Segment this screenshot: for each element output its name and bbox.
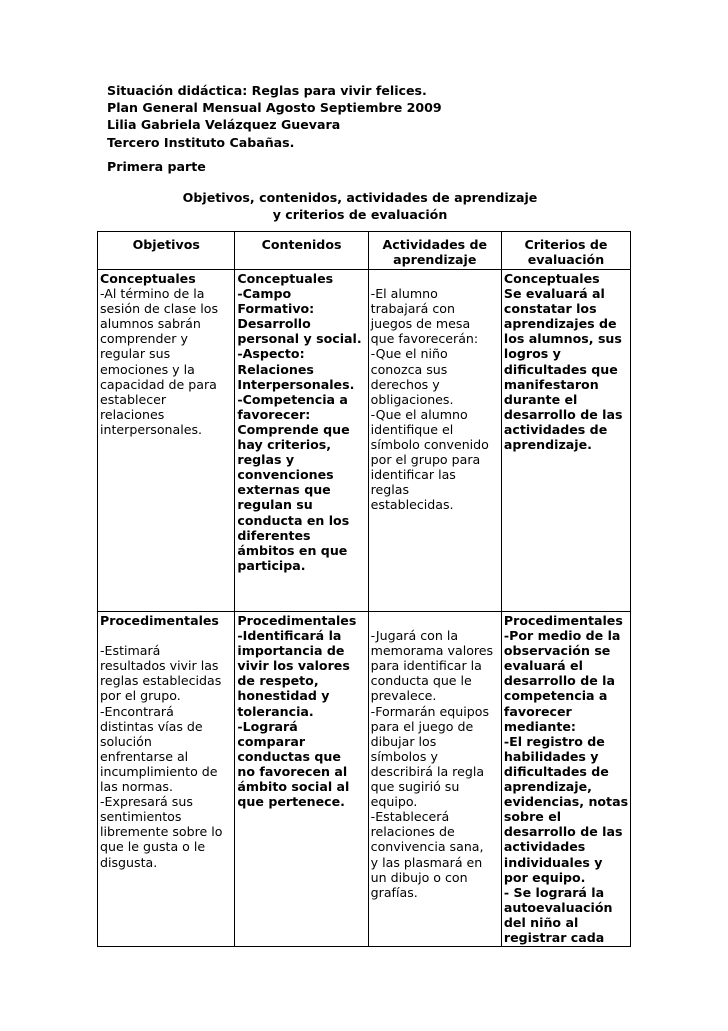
cell-line: conozca sus xyxy=(370,361,448,377)
cell-line: ámbito social al xyxy=(237,779,350,795)
cell-line: - Se logrará la xyxy=(503,884,605,900)
cell-line: juegos de mesa xyxy=(370,316,471,332)
cell-line: de respeto, xyxy=(237,673,319,689)
cell-line: disgusta. xyxy=(100,854,158,870)
cell-line: reglas y xyxy=(237,452,295,468)
cell-line: mediante: xyxy=(503,718,576,734)
cell-line: Relaciones xyxy=(237,361,314,377)
cell-line: -Al término de la xyxy=(100,286,205,302)
teacher-name: Lilia Gabriela Velázquez Guevara xyxy=(107,117,341,133)
cell-criterios xyxy=(501,612,630,947)
cell-line: identificar las xyxy=(370,467,456,483)
cell-line: evaluará el xyxy=(503,658,583,674)
cell-line: símbolo convenido xyxy=(370,437,489,453)
table-subtitle xyxy=(160,189,560,223)
cell-line: actividades xyxy=(503,839,586,855)
cell-line: sobre el xyxy=(503,809,562,825)
cell-heading: Procedimentales xyxy=(237,613,357,628)
cell-line: hay criterios, xyxy=(237,437,332,453)
cell-line: Se evaluará al xyxy=(503,286,605,302)
column-header-actividades: Actividades de aprendizaje xyxy=(368,232,501,270)
cell-line: constatar los xyxy=(503,301,597,317)
cell-line: incumplimiento de xyxy=(100,763,218,779)
cell-line: que sugirió su xyxy=(370,779,460,795)
cell-line: actividades de xyxy=(503,421,608,437)
cell-line: solución xyxy=(100,733,152,749)
cell-line: manifestaron xyxy=(503,376,599,392)
cell-line: personal y social. xyxy=(237,331,362,347)
cell-line: regular sus xyxy=(100,346,171,362)
cell-line: obligaciones. xyxy=(370,391,454,407)
cell-line: observación se xyxy=(503,643,611,659)
subtitle-line-1: Objetivos, contenidos, actividades de aprendizaje xyxy=(182,190,538,205)
cell-contenidos xyxy=(235,270,368,612)
cell-line: por equipo. xyxy=(503,869,586,885)
cell-line: reglas establecidas xyxy=(100,673,222,689)
cell-line: que favorecerán: xyxy=(370,331,479,347)
cell-line: -El alumno xyxy=(370,286,438,302)
cell-line: establecer xyxy=(100,391,167,407)
cell-line: conductas que xyxy=(237,748,341,764)
cell-line: convenciones xyxy=(237,467,334,483)
cell-line: competencia a xyxy=(503,688,608,704)
cell-line: Formativo: xyxy=(237,301,315,317)
cell-line: convivencia sana, xyxy=(370,839,484,855)
cell-line: aprendizaje. xyxy=(503,437,592,453)
cell-line: emociones y la xyxy=(100,361,195,377)
cell-heading: Conceptuales xyxy=(237,271,334,286)
cell-criterios xyxy=(501,270,630,612)
cell-line: y las plasmará en xyxy=(370,854,483,870)
subtitle-line-2: y criterios de evaluación xyxy=(272,207,448,222)
cell-line: individuales y xyxy=(503,854,603,870)
cell-line: libremente sobre lo xyxy=(100,824,223,840)
cell-line: regulan su xyxy=(237,497,313,513)
cell-line: capacidad de para xyxy=(100,376,217,392)
cell-line: comprender y xyxy=(100,331,188,347)
cell-line: un dibujo o con xyxy=(370,869,468,885)
cell-line: dificultades que xyxy=(503,361,618,377)
cell-line: relaciones de xyxy=(370,824,455,840)
cell-line: no favorecen al xyxy=(237,763,348,779)
institute-line: Tercero Instituto Cabañas. xyxy=(107,134,295,150)
table-header-row xyxy=(98,232,631,270)
cell-line: conducta que le xyxy=(370,673,472,689)
cell-line: describirá la regla xyxy=(370,763,485,779)
cell-line: por el grupo. xyxy=(100,688,181,704)
cell-objetivos xyxy=(98,612,235,947)
cell-line: memorama valores xyxy=(370,643,494,659)
cell-line: Interpersonales. xyxy=(237,376,355,392)
cell-line: del niño al xyxy=(503,914,579,930)
cell-line: dificultades de xyxy=(503,763,609,779)
cell-line: las normas. xyxy=(100,779,173,795)
cell-line: -Campo xyxy=(237,286,292,302)
plan-line: Plan General Mensual Agosto Septiembre 2009 xyxy=(107,100,442,116)
cell-line: honestidad y xyxy=(237,688,330,704)
cell-line: externas que xyxy=(237,482,331,498)
cell-line: comparar xyxy=(237,733,306,749)
cell-line: participa. xyxy=(237,557,306,573)
cell-actividades xyxy=(368,270,501,612)
cell-line: durante el xyxy=(503,391,578,407)
cell-line: identifique el xyxy=(370,421,454,437)
cell-line: reglas xyxy=(370,482,410,498)
table-row xyxy=(98,612,631,947)
column-header-criterios: Criterios de evaluación xyxy=(501,232,630,270)
planning-table xyxy=(97,231,631,947)
column-header-objetivos: Objetivos xyxy=(98,232,235,270)
cell-spacer xyxy=(371,271,499,286)
part-heading: Primera parte xyxy=(107,159,206,174)
cell-line: Comprende que xyxy=(237,421,350,437)
cell-line: -Estimará xyxy=(100,643,161,659)
cell-line: para el juego de xyxy=(370,718,474,734)
cell-line: -Establecerá xyxy=(370,809,450,825)
table-row xyxy=(98,270,631,612)
cell-line: prevalece. xyxy=(370,688,437,704)
cell-line: ámbitos en que xyxy=(237,542,348,558)
cell-line: -Logrará xyxy=(237,718,298,734)
cell-line: -Que el niño xyxy=(370,346,448,362)
cell-line: Desarrollo xyxy=(237,316,311,332)
cell-line: alumnos sabrán xyxy=(100,316,201,332)
cell-line: registrar cada xyxy=(503,929,605,945)
cell-line: desarrollo de las xyxy=(503,824,623,840)
cell-line: favorecer: xyxy=(237,406,311,422)
cell-line: diferentes xyxy=(237,527,311,543)
column-header-contenidos: Contenidos xyxy=(235,232,368,270)
cell-line: vivir los valores xyxy=(237,658,350,674)
cell-line: logros y xyxy=(503,346,561,362)
cell-line: aprendizajes de xyxy=(503,316,617,332)
cell-spacer xyxy=(371,613,499,628)
cell-line: sentimientos xyxy=(100,809,182,825)
cell-line: autoevaluación xyxy=(503,899,613,915)
cell-line: aprendizaje, xyxy=(503,779,592,795)
cell-line: que le gusta o le xyxy=(100,839,206,855)
cell-actividades xyxy=(368,612,501,947)
cell-line: por el grupo para xyxy=(370,452,481,468)
cell-contenidos xyxy=(235,612,368,947)
cell-line: sesión de clase los xyxy=(100,301,219,317)
cell-line: resultados vivir las xyxy=(100,658,219,674)
document-header xyxy=(107,82,442,151)
cell-heading: Conceptuales xyxy=(503,271,600,286)
cell-heading: Procedimentales xyxy=(100,613,219,628)
cell-line: relaciones xyxy=(100,406,165,422)
cell-line: desarrollo de la xyxy=(503,673,615,689)
cell-line: tolerancia. xyxy=(237,703,314,719)
cell-line: interpersonales. xyxy=(100,421,203,437)
cell-line: -Competencia a xyxy=(237,391,348,407)
cell-line: habilidades y xyxy=(503,748,599,764)
cell-line: símbolos y xyxy=(370,748,438,764)
cell-line: importancia de xyxy=(237,643,345,659)
cell-spacer xyxy=(100,628,232,643)
cell-line: dibujar los xyxy=(370,733,437,749)
cell-line: desarrollo de las xyxy=(503,406,623,422)
cell-line: -Formarán equipos xyxy=(370,703,490,719)
cell-line: enfrentarse al xyxy=(100,748,189,764)
cell-line: establecidas. xyxy=(370,497,454,513)
cell-heading: Procedimentales xyxy=(503,613,623,628)
cell-line: -Expresará sus xyxy=(100,794,193,810)
cell-line: -Jugará con la xyxy=(370,628,459,644)
cell-line: distintas vías de xyxy=(100,718,203,734)
cell-line: -Encontrará xyxy=(100,703,174,719)
cell-line: grafías. xyxy=(370,884,418,900)
cell-line: -Aspecto: xyxy=(237,346,305,362)
cell-line: trabajará con xyxy=(370,301,455,317)
cell-line: -El registro de xyxy=(503,733,605,749)
cell-line: que pertenece. xyxy=(237,794,345,810)
cell-line: -Identificará la xyxy=(237,628,342,644)
cell-line: conducta en los xyxy=(237,512,350,528)
cell-objetivos xyxy=(98,270,235,612)
cell-line: evidencias, notas xyxy=(503,794,629,810)
cell-line: -Por medio de la xyxy=(503,628,621,644)
cell-line: favorecer xyxy=(503,703,572,719)
cell-heading: Conceptuales xyxy=(100,271,196,286)
cell-line: -Que el alumno xyxy=(370,406,468,422)
cell-line: equipo. xyxy=(370,794,418,810)
situation-title: Situación didáctica: Reglas para vivir felices. xyxy=(107,83,427,98)
cell-line: para identificar la xyxy=(370,658,482,674)
cell-line: los alumnos, sus xyxy=(503,331,622,347)
cell-line: derechos y xyxy=(370,376,440,392)
